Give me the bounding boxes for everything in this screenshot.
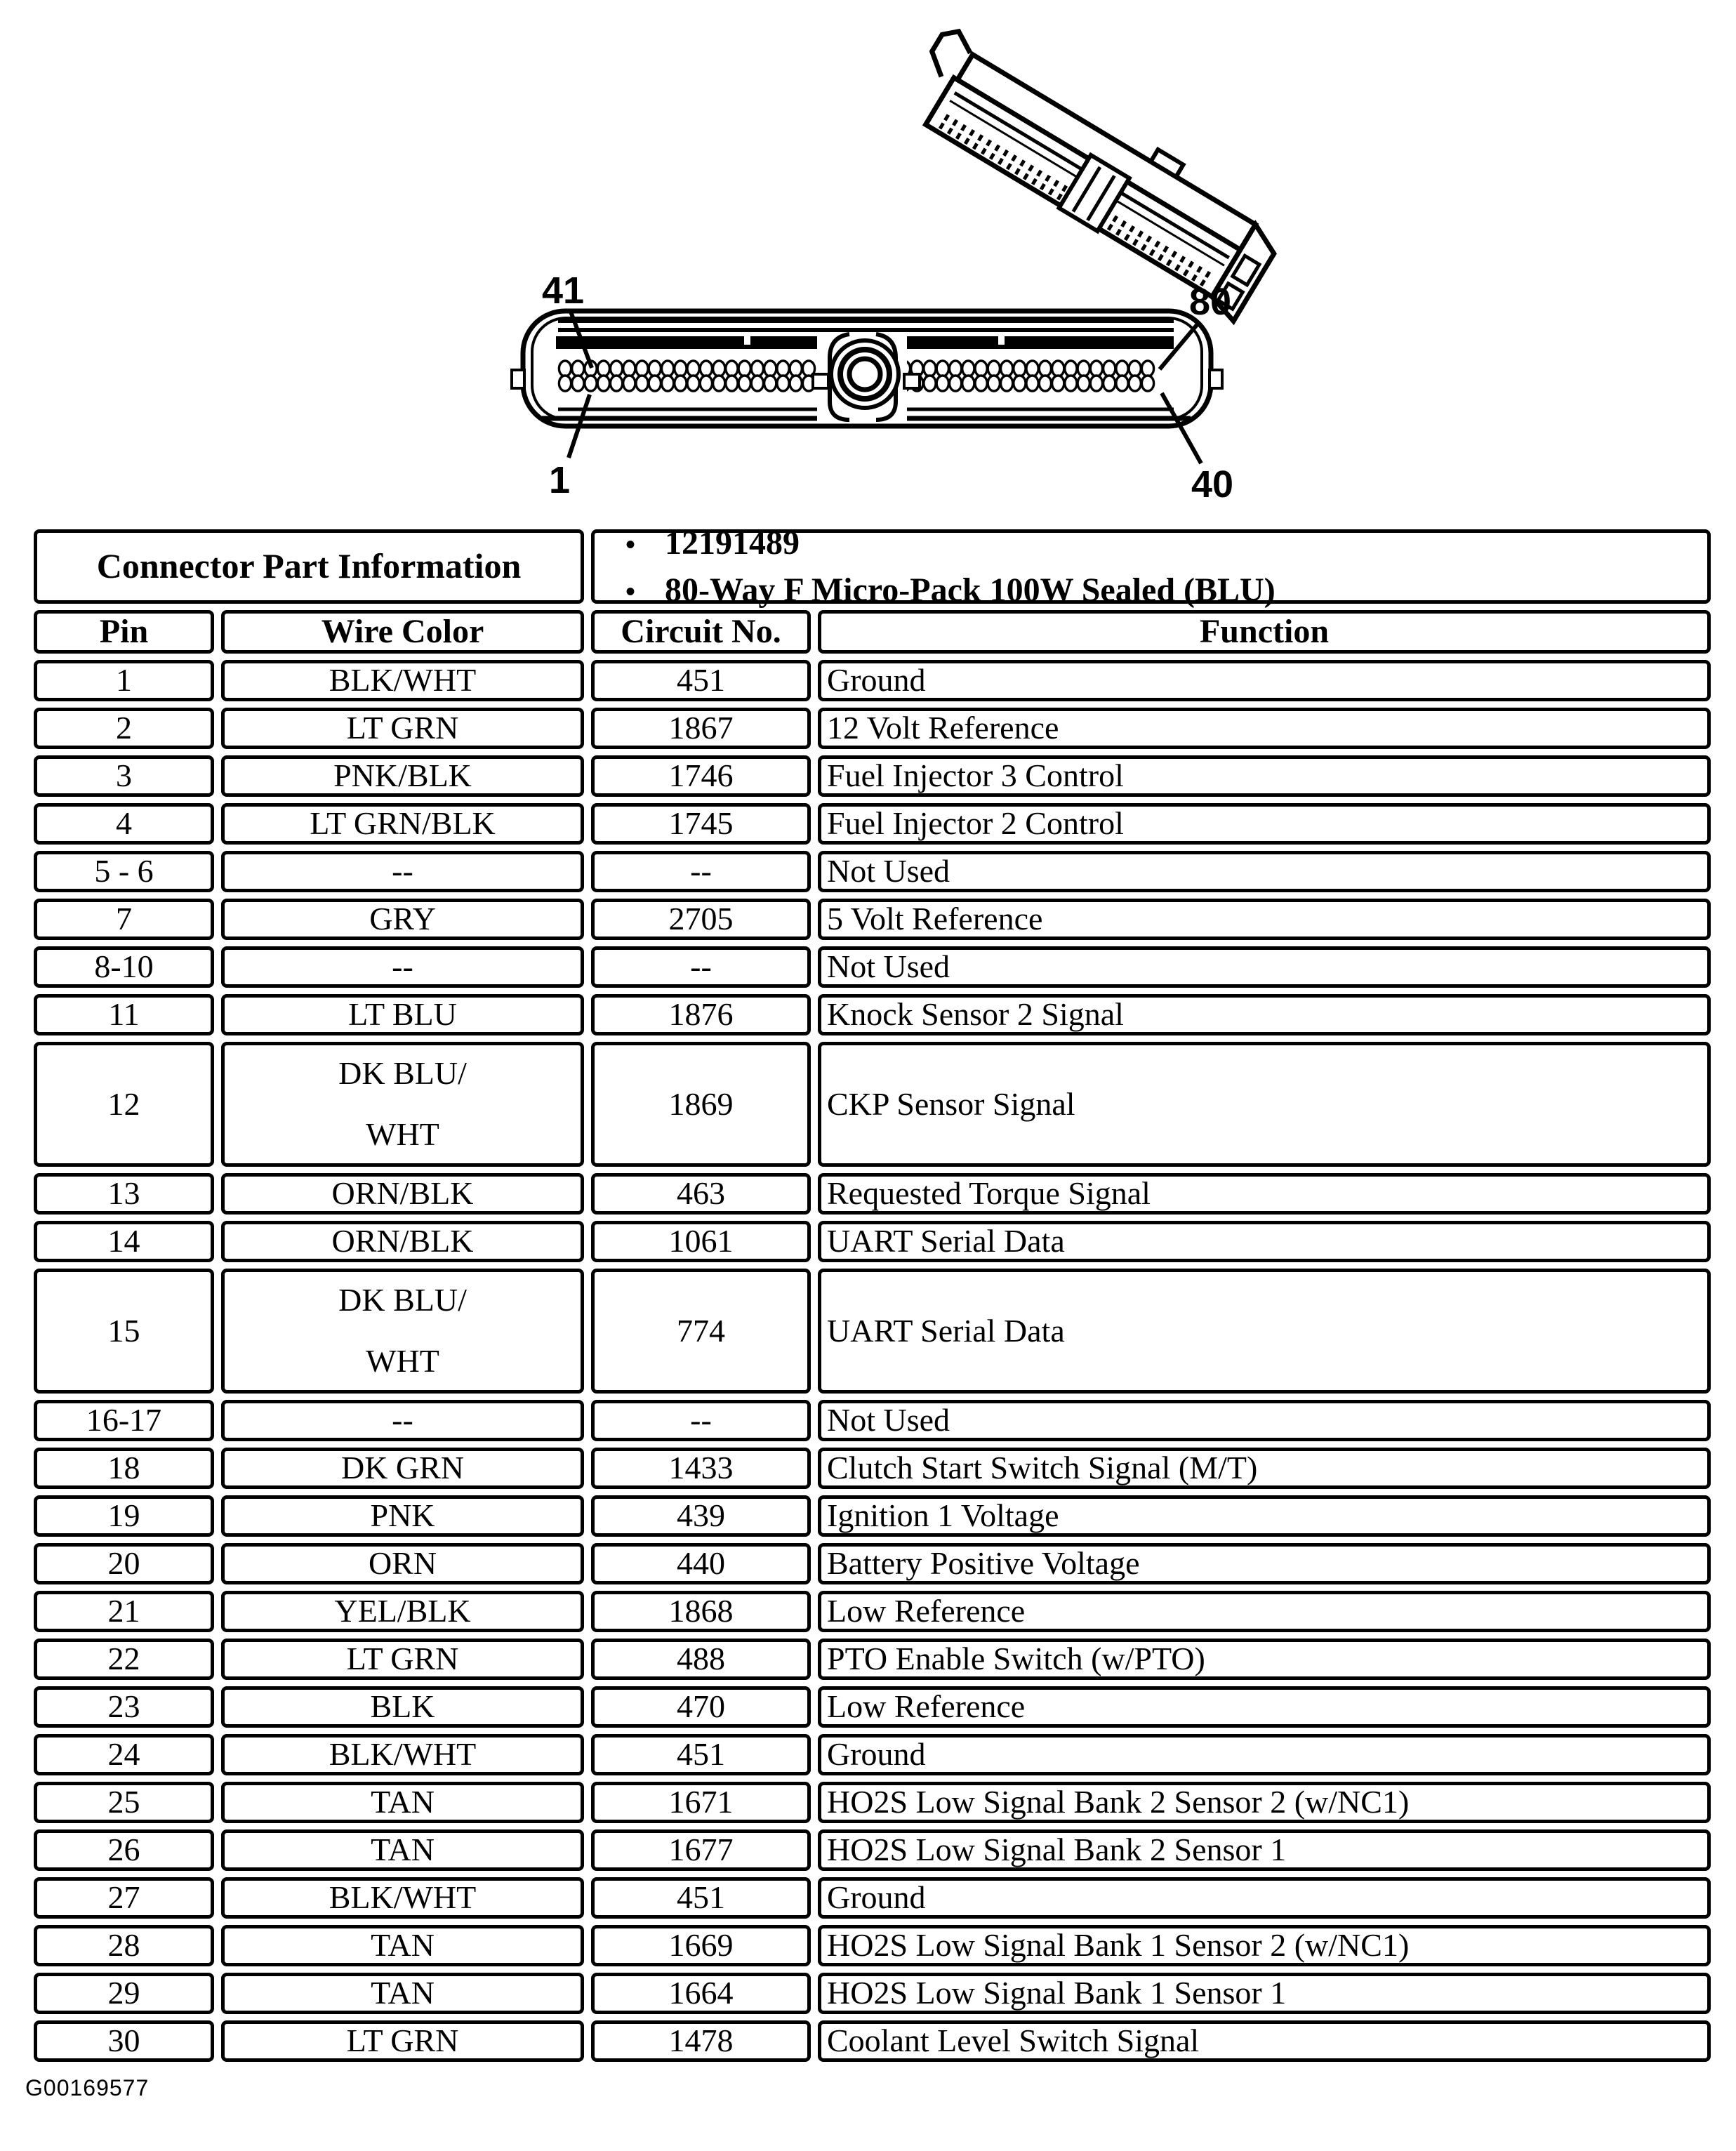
circuit-no-cell: 1869 [591, 1042, 811, 1167]
wire-color-cell: DK BLU/ WHT [221, 1269, 584, 1394]
pin-1-label: 1 [548, 459, 571, 501]
wire-color-cell: LT GRN [221, 2020, 584, 2062]
pin-cell: 1 [34, 660, 214, 701]
function-cell: Knock Sensor 2 Signal [818, 994, 1711, 1035]
pin-41-label: 41 [541, 270, 585, 312]
table-row [34, 851, 1711, 892]
pin-cell: 16-17 [34, 1400, 214, 1441]
pin-cell: 24 [34, 1734, 214, 1775]
function-cell: Not Used [818, 851, 1711, 892]
pin-cell: 30 [34, 2020, 214, 2062]
wire-color-cell: LT GRN/BLK [221, 803, 584, 845]
wire-color-cell: -- [221, 946, 584, 988]
pin-cell: 18 [34, 1448, 214, 1489]
pin-cell: 11 [34, 994, 214, 1035]
circuit-no-cell: 1669 [591, 1925, 811, 1966]
table-row [34, 1734, 1711, 1775]
circuit-no-cell: 1478 [591, 2020, 811, 2062]
function-cell: UART Serial Data [818, 1221, 1711, 1262]
table-row [34, 1782, 1711, 1823]
pin-cell: 8-10 [34, 946, 214, 988]
pin-cell: 7 [34, 899, 214, 940]
table-row [34, 1173, 1711, 1215]
function-cell: UART Serial Data [818, 1269, 1711, 1394]
pin-cell: 28 [34, 1925, 214, 1966]
circuit-no-cell: 451 [591, 1877, 811, 1919]
table-row [34, 946, 1711, 988]
table-body [34, 660, 1711, 2062]
wire-color-cell: TAN [221, 1973, 584, 2014]
table-row [34, 1400, 1711, 1441]
function-cell: CKP Sensor Signal [818, 1042, 1711, 1167]
circuit-no-cell: 1433 [591, 1448, 811, 1489]
connector-illustration [0, 0, 1736, 523]
pin-cell: 5 - 6 [34, 851, 214, 892]
pin-80-label: 80 [1188, 281, 1232, 323]
figure-id: G00169577 [25, 2075, 150, 2100]
pin-cell: 15 [34, 1269, 214, 1394]
table-row [34, 660, 1711, 701]
table-row [34, 899, 1711, 940]
right-index-tab [1210, 370, 1222, 388]
function-cell: Battery Positive Voltage [818, 1543, 1711, 1584]
wire-color-cell: TAN [221, 1925, 584, 1966]
table-row [34, 803, 1711, 845]
table-row [34, 1686, 1711, 1728]
wire-color-cell: LT BLU [221, 994, 584, 1035]
part-number: 12191489 [665, 524, 800, 562]
function-cell: HO2S Low Signal Bank 1 Sensor 2 (w/NC1) [818, 1925, 1711, 1966]
pin-cell: 12 [34, 1042, 214, 1167]
function-cell: Fuel Injector 3 Control [818, 755, 1711, 797]
function-cell: Low Reference [818, 1686, 1711, 1728]
table-row [34, 1221, 1711, 1262]
function-cell: Fuel Injector 2 Control [818, 803, 1711, 845]
function-cell: 5 Volt Reference [818, 899, 1711, 940]
wire-color-cell: -- [221, 851, 584, 892]
function-cell: Coolant Level Switch Signal [818, 2020, 1711, 2062]
wire-color-cell: DK BLU/ WHT [221, 1042, 584, 1167]
wire-color-cell: DK GRN [221, 1448, 584, 1489]
wire-color-cell: ORN [221, 1543, 584, 1584]
function-cell: Ground [818, 1734, 1711, 1775]
part-number-item [625, 524, 800, 562]
pin-cell: 3 [34, 755, 214, 797]
wire-color-cell: ORN/BLK [221, 1173, 584, 1215]
wire-color-cell: TAN [221, 1782, 584, 1823]
circuit-no-column-header: Circuit No. [591, 610, 811, 654]
pin-cell: 13 [34, 1173, 214, 1215]
circuit-no-cell: 451 [591, 660, 811, 701]
function-cell: Ground [818, 1877, 1711, 1919]
wire-color-cell: BLK/WHT [221, 1734, 584, 1775]
part-info-row [34, 524, 1711, 609]
table-row [34, 1639, 1711, 1680]
function-cell: Low Reference [818, 1591, 1711, 1632]
wire-color-cell: PNK [221, 1495, 584, 1537]
table-row [34, 1269, 1711, 1394]
part-info-detail-cell [591, 524, 1711, 609]
bullet-icon: • [625, 576, 636, 607]
function-cell: Requested Torque Signal [818, 1173, 1711, 1215]
circuit-no-cell: 440 [591, 1543, 811, 1584]
wire-color-column-header: Wire Color [221, 610, 584, 654]
table-row [34, 1925, 1711, 1966]
function-cell: HO2S Low Signal Bank 2 Sensor 1 [818, 1829, 1711, 1871]
wire-color-cell: LT GRN [221, 1639, 584, 1680]
circuit-no-cell: 2705 [591, 899, 811, 940]
table-row [34, 2020, 1711, 2062]
pin-cell: 27 [34, 1877, 214, 1919]
function-cell: Ground [818, 660, 1711, 701]
function-column-header: Function [818, 610, 1711, 654]
circuit-no-cell: 470 [591, 1686, 811, 1728]
pin-cell: 4 [34, 803, 214, 845]
table-row [34, 1543, 1711, 1584]
circuit-no-cell: 439 [591, 1495, 811, 1537]
pin-40-label: 40 [1191, 463, 1234, 505]
table-row [34, 1591, 1711, 1632]
circuit-no-cell: 774 [591, 1269, 811, 1394]
part-description: 80-Way F Micro-Pack 100W Sealed (BLU) [665, 571, 1276, 609]
wire-color-cell: -- [221, 1400, 584, 1441]
circuit-no-cell: -- [591, 851, 811, 892]
table-row [34, 1829, 1711, 1871]
pin-cell: 26 [34, 1829, 214, 1871]
pinout-table [34, 524, 1711, 2062]
part-description-item [625, 571, 1276, 609]
circuit-no-cell: 1868 [591, 1591, 811, 1632]
table-row [34, 1495, 1711, 1537]
wire-color-cell: ORN/BLK [221, 1221, 584, 1262]
function-cell: Not Used [818, 1400, 1711, 1441]
circuit-no-cell: -- [591, 946, 811, 988]
part-info-title-cell: Connector Part Information [34, 529, 584, 604]
wire-color-cell: BLK/WHT [221, 660, 584, 701]
wire-color-cell: PNK/BLK [221, 755, 584, 797]
connector-3d-view [893, 24, 1289, 322]
circuit-no-cell: 451 [591, 1734, 811, 1775]
wire-color-cell: GRY [221, 899, 584, 940]
function-cell: HO2S Low Signal Bank 1 Sensor 1 [818, 1973, 1711, 2014]
table-row [34, 1042, 1711, 1167]
pin-cell: 22 [34, 1639, 214, 1680]
table-row [34, 708, 1711, 749]
pin-cell: 20 [34, 1543, 214, 1584]
wire-color-cell: YEL/BLK [221, 1591, 584, 1632]
circuit-no-cell: 463 [591, 1173, 811, 1215]
bullet-icon: • [625, 528, 636, 560]
function-cell: Clutch Start Switch Signal (M/T) [818, 1448, 1711, 1489]
table-row [34, 755, 1711, 797]
pin-cell: 23 [34, 1686, 214, 1728]
circuit-no-cell: -- [591, 1400, 811, 1441]
function-cell: 12 Volt Reference [818, 708, 1711, 749]
circuit-no-cell: 1876 [591, 994, 811, 1035]
wire-color-cell: BLK/WHT [221, 1877, 584, 1919]
circuit-no-cell: 1671 [591, 1782, 811, 1823]
circuit-no-cell: 1677 [591, 1829, 811, 1871]
column-header-row [34, 610, 1711, 654]
pin-cell: 21 [34, 1591, 214, 1632]
pin-cell: 19 [34, 1495, 214, 1537]
circuit-no-cell: 1664 [591, 1973, 811, 2014]
pin-cell: 14 [34, 1221, 214, 1262]
function-cell: PTO Enable Switch (w/PTO) [818, 1639, 1711, 1680]
table-row [34, 1973, 1711, 2014]
pin-cell: 25 [34, 1782, 214, 1823]
circuit-no-cell: 1867 [591, 708, 811, 749]
circuit-no-cell: 1745 [591, 803, 811, 845]
wire-color-cell: LT GRN [221, 708, 584, 749]
connector-front-view [512, 270, 1233, 505]
circuit-no-cell: 488 [591, 1639, 811, 1680]
circuit-no-cell: 1746 [591, 755, 811, 797]
function-cell: Ignition 1 Voltage [818, 1495, 1711, 1537]
table-row [34, 994, 1711, 1035]
circuit-no-cell: 1061 [591, 1221, 811, 1262]
pin-cell: 29 [34, 1973, 214, 2014]
pin-cell: 2 [34, 708, 214, 749]
pin-column-header: Pin [34, 610, 214, 654]
wire-color-cell: TAN [221, 1829, 584, 1871]
wire-color-cell: BLK [221, 1686, 584, 1728]
center-bolt-boss [813, 333, 920, 421]
table-row [34, 1877, 1711, 1919]
function-cell: HO2S Low Signal Bank 2 Sensor 2 (w/NC1) [818, 1782, 1711, 1823]
left-index-tab [512, 370, 524, 388]
table-row [34, 1448, 1711, 1489]
function-cell: Not Used [818, 946, 1711, 988]
